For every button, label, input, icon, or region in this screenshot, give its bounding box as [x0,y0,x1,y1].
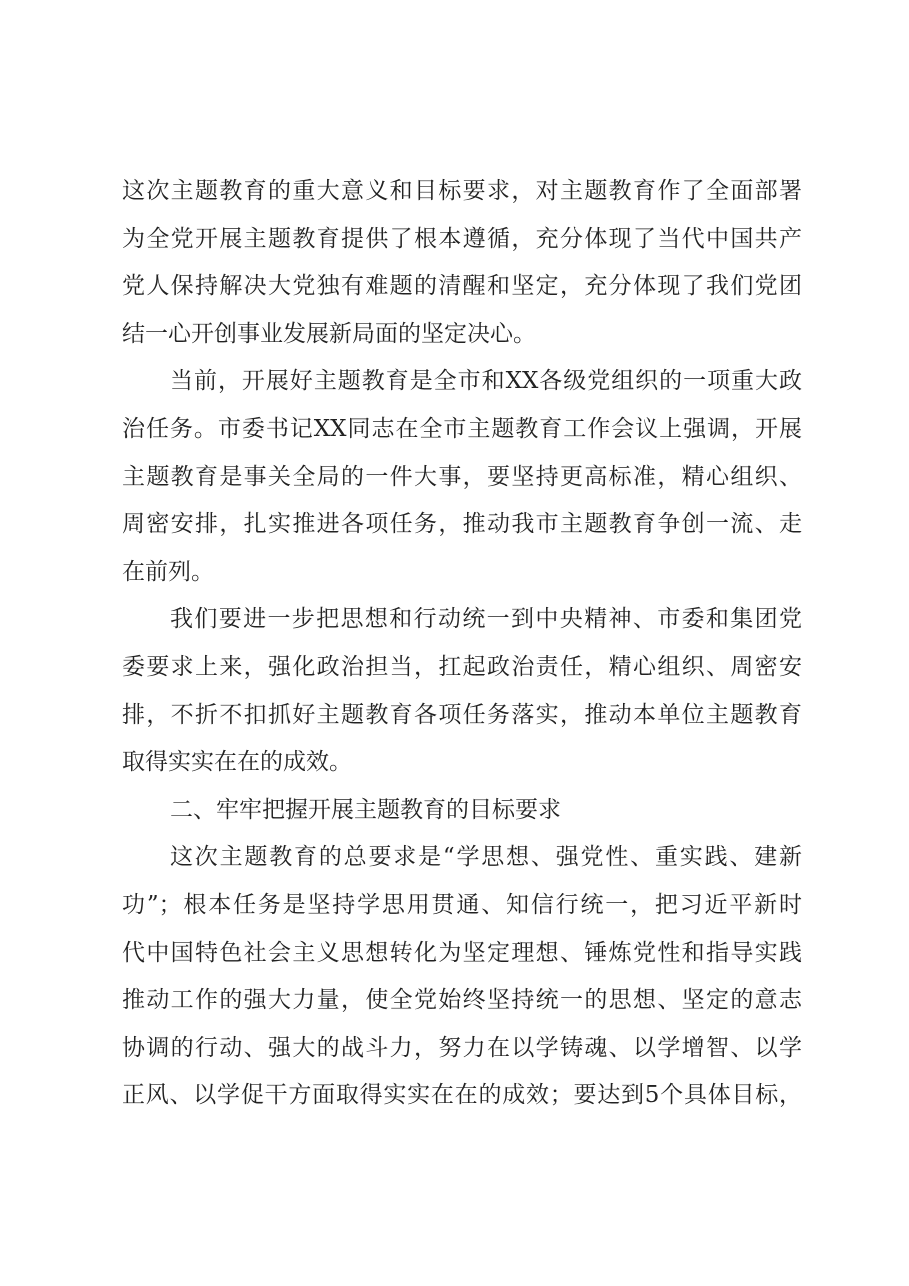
text-line: 结一心开创事业发展新局面的坚定决心。 [122,320,536,347]
text-line: 我们要进一步把思想和行动统一到中央精神、市委和集团党 [170,606,802,633]
text-line: 这次主题教育的总要求是“学思想、强党性、重实践、建新 [170,844,802,871]
text-line: 这次主题教育的重大意义和目标要求，对主题教育作了全面部署 [122,178,802,204]
text-line: 排，不折不扣抓好主题教育各项任务落实，推动本单位主题教育 [122,701,802,728]
text-line: 推动工作的强大力量，使全党始终坚持统一的思想、坚定的意志 [122,987,802,1014]
text-line: 委要求上来，强化政治担当，扛起政治责任，精心组织、周密安 [122,653,802,680]
text-line: 在前列。 [122,558,214,585]
section-heading: 二、牢牢把握开展主题教育的目标要求 [170,796,561,823]
document-body [122,168,802,1120]
text-line: 代中国特色社会主义思想转化为坚定理想、锤炼党性和指导实践 [122,939,802,966]
text-line: 取得实实在在的成效。 [122,749,352,776]
text-line: 党人保持解决大党独有难题的清醒和坚定，充分体现了我们党团 [122,273,802,300]
text-line: 主题教育是事关全局的一件大事，要坚持更高标准，精心组织、 [122,463,802,490]
text-line: 功”；根本任务是坚持学思用贯通、知信行统一，把习近平新时 [122,891,802,918]
text-line: 正风、以学促干方面取得实实在在的成效；要达到5个具体目标， [122,1082,802,1109]
text-line: 治任务。市委书记XX同志在全市主题教育工作会议上强调，开展 [122,415,802,442]
text-line: 当前，开展好主题教育是全市和XX各级党组织的一项重大政 [170,368,802,395]
text-line: 周密安排，扎实推进各项任务，推动我市主题教育争创一流、走 [122,511,802,538]
text-line: 协调的行动、强大的战斗力，努力在以学铸魂、以学增智、以学 [122,1034,802,1061]
text-line: 为全党开展主题教育提供了根本遵循，充分体现了当代中国共产 [122,225,802,252]
